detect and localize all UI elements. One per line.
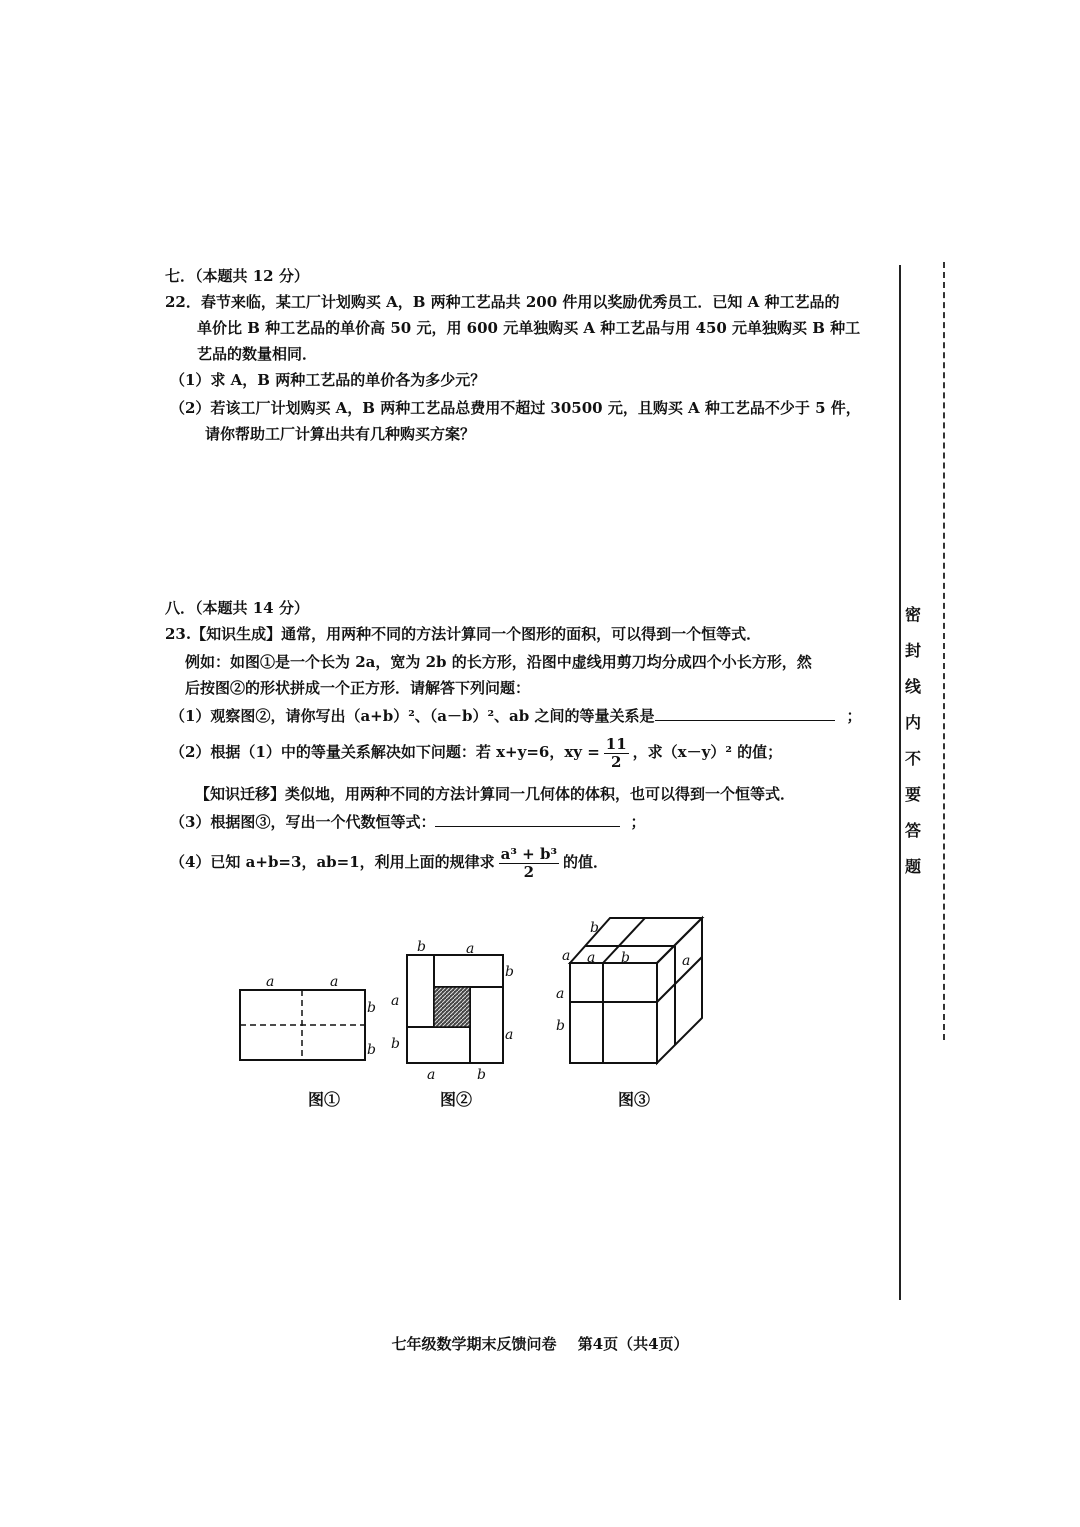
fig3-label-6: b <box>556 1018 565 1034</box>
q22-line-3: 艺品的数量相同． <box>197 345 318 363</box>
fig1-label-1: a <box>266 974 275 990</box>
q23-part-3-end: ； <box>630 813 646 831</box>
seal-char-4: 内 <box>904 713 921 732</box>
section-7-header: 七．（本题共 12 分） <box>165 267 309 285</box>
q23-intro: 23.【知识生成】通常，用两种不同的方法计算同一个图形的面积，可以得到一个恒等式． <box>165 625 762 643</box>
fig2-label-2: a <box>466 941 475 957</box>
fig1-label-2: a <box>330 974 339 990</box>
q23-part-4 <box>170 840 608 884</box>
figure-3-caption: 图③ <box>618 1090 651 1109</box>
seal-char-5: 不 <box>904 749 921 768</box>
page-footer <box>0 1333 1080 1354</box>
figure-3-cube <box>545 905 715 1075</box>
cube-sum-numerator: a³ + b³ <box>500 844 558 863</box>
q23-part-2-text-a: （2）根据（1）中的等量关系解决如下问题：若 x+y=6，xy = <box>170 743 600 761</box>
q23-example-line-1: 例如：如图①是一个长为 2a，宽为 2b 的长方形，沿图中虚线用剪刀均分成四个小长方形，然 <box>185 653 812 671</box>
seal-char-8: 题 <box>904 857 921 876</box>
fig2-label-5: a <box>505 1027 514 1043</box>
q23-part-2-text-b: ，求（x－y）² 的值； <box>632 743 783 761</box>
seal-char-3: 线 <box>904 677 921 696</box>
fig3-label-7: a <box>682 953 691 969</box>
fig2-label-4: a <box>391 993 400 1009</box>
xy-fraction-denominator: 2 <box>611 752 622 771</box>
q22-part-2a: （2）若该工厂计划购买 A，B 两种工艺品总费用不超过 30500 元，且购买 A 种工艺品不少于 5 件， <box>170 399 861 417</box>
figure-2-caption: 图② <box>440 1090 473 1109</box>
fig2-label-8: b <box>477 1067 486 1083</box>
cube-sum-fraction <box>499 846 559 881</box>
answer-blank-3[interactable] <box>435 812 620 827</box>
fig1-label-3: b <box>367 1000 376 1016</box>
seal-char-1: 密 <box>904 605 921 624</box>
figure-1-caption: 图① <box>308 1090 341 1109</box>
fig3-label-4: b <box>621 950 630 966</box>
fig3-label-3: a <box>587 950 596 966</box>
q23-part-4-text-b: 的值． <box>563 853 609 871</box>
xy-fraction-numerator: 11 <box>605 734 627 753</box>
seal-line-notice <box>898 605 928 893</box>
cube-sum-denominator: 2 <box>523 862 535 881</box>
q22-part-2b: 请你帮助工厂计算出共有几种购买方案？ <box>205 425 476 443</box>
fig3-label-1: b <box>590 920 599 936</box>
fig2-label-7: a <box>427 1067 436 1083</box>
fig1-label-4: b <box>367 1042 376 1058</box>
q23-part-4-text-a: （4）已知 a+b=3，ab=1，利用上面的规律求 <box>170 853 495 871</box>
footer-title: 七年级数学期末反馈问卷 <box>391 1335 557 1353</box>
figure-1-rectangle <box>230 970 390 1070</box>
figure-2-square <box>382 935 522 1085</box>
footer-page-number: 第4页（共4页） <box>577 1335 689 1353</box>
fig2-label-1: b <box>417 939 426 955</box>
q23-part-3 <box>170 812 645 832</box>
q22-part-1: （1）求 A，B 两种工艺品的单价各为多少元？ <box>170 371 486 389</box>
q23-part-3-text: （3）根据图③，写出一个代数恒等式： <box>170 813 436 831</box>
seal-char-2: 封 <box>904 641 921 660</box>
margin-dashed-line <box>943 262 945 1040</box>
fig3-label-5: a <box>556 986 565 1002</box>
answer-blank-1[interactable] <box>655 706 835 721</box>
q23-part-1-text: （1）观察图②，请你写出（a+b）²、（a－b）²、ab 之间的等量关系是 <box>170 707 655 725</box>
fig2-label-6: b <box>391 1036 400 1052</box>
q23-part-2 <box>170 734 782 771</box>
q23-part-1-end: ； <box>846 707 862 725</box>
fig2-label-3: b <box>505 964 514 980</box>
knowledge-transfer: 【知识迁移】类似地，用两种不同的方法计算同一几何体的体积，也可以得到一个恒等式． <box>195 785 796 803</box>
xy-fraction <box>604 736 629 771</box>
seal-char-7: 答 <box>904 821 921 840</box>
q22-line-1: 22．春节来临，某工厂计划购买 A，B 两种工艺品共 200 件用以奖励优秀员工．已知 A 种工艺品的 <box>165 293 840 311</box>
q22-line-2: 单价比 B 种工艺品的单价高 50 元，用 600 元单独购买 A 种工艺品与用 450 元单独购买 B 种工 <box>197 319 861 337</box>
seal-char-6: 要 <box>904 785 921 804</box>
section-8-header: 八．（本题共 14 分） <box>165 599 309 617</box>
fig3-label-2: a <box>562 948 571 964</box>
q23-part-1 <box>170 706 862 726</box>
q23-example-line-2: 后按图②的形状拼成一个正方形．请解答下列问题： <box>185 679 531 697</box>
